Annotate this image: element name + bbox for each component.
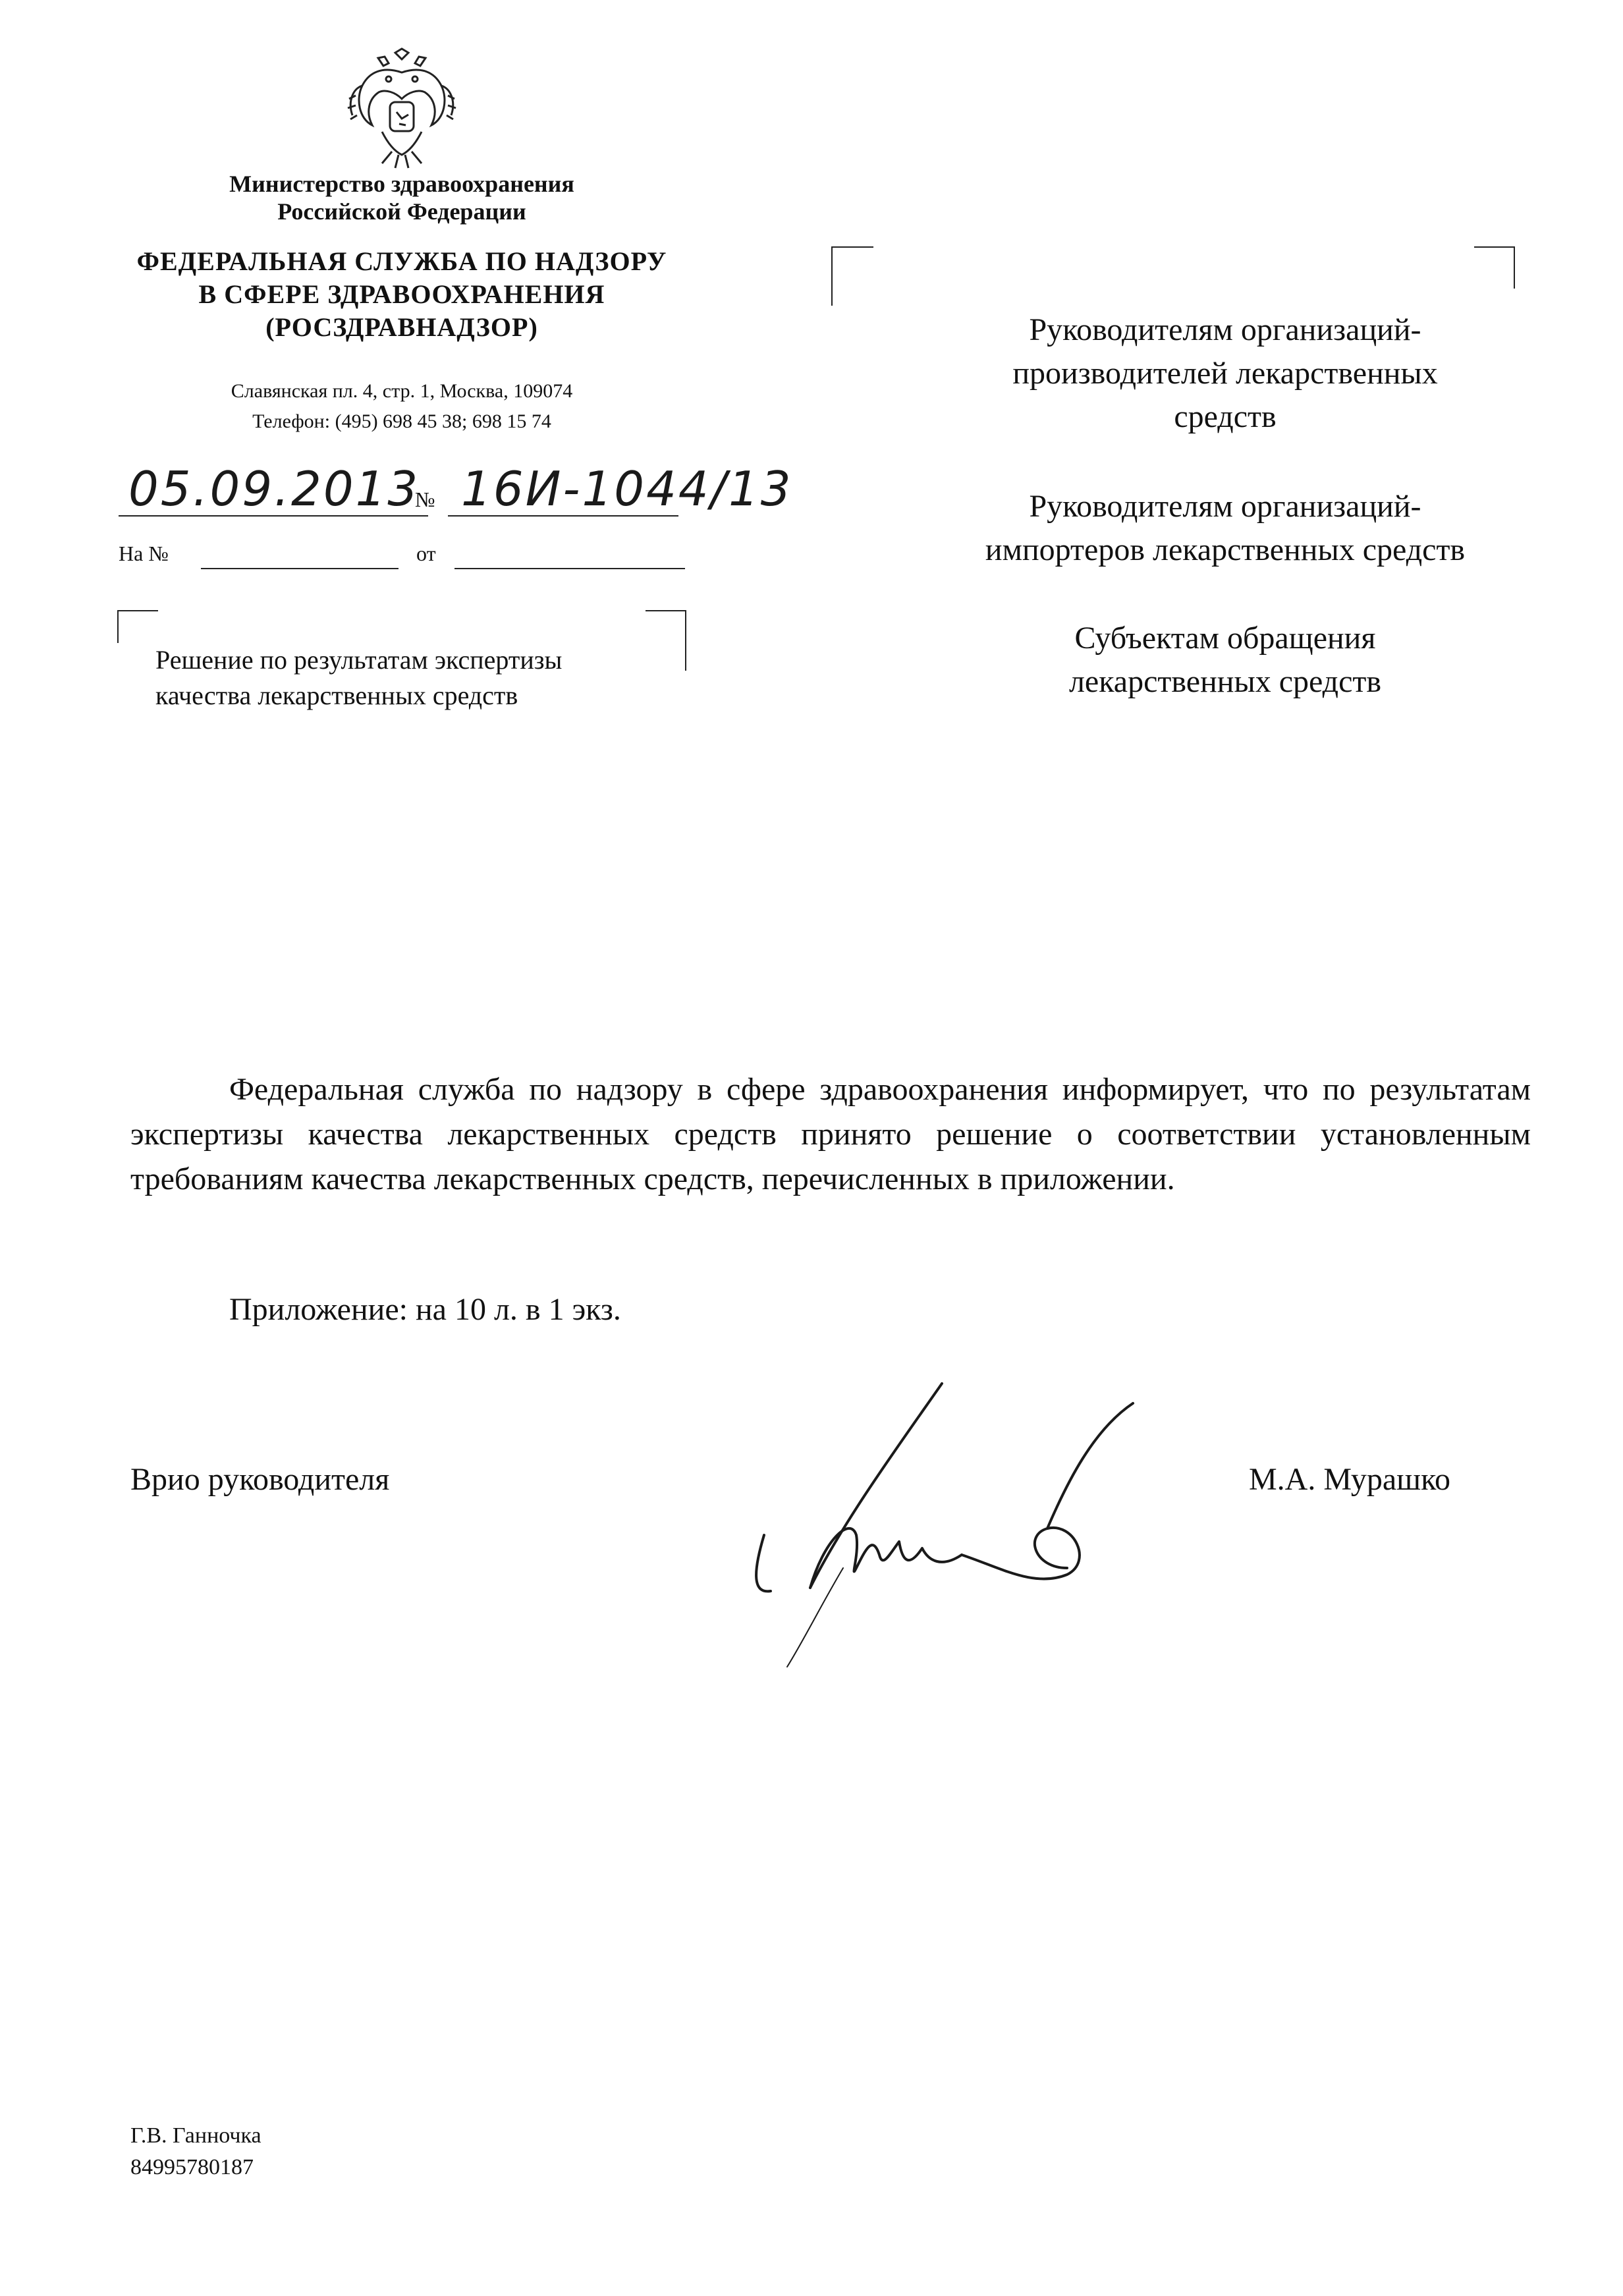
addressee-1-line3: средств bbox=[1174, 399, 1277, 434]
addressee-2-line2: импортеров лекарственных средств bbox=[985, 532, 1466, 567]
subject-corner-left bbox=[117, 610, 158, 643]
service-address: Славянская пл. 4, стр. 1, Москва, 109074 bbox=[231, 380, 573, 402]
executor-phone: 84995780187 bbox=[130, 2155, 254, 2179]
number-underline bbox=[448, 515, 678, 517]
addressee-1-line2: производителей лекарственных bbox=[1012, 356, 1438, 391]
reference-from-label: от bbox=[416, 542, 436, 565]
attachment-note: Приложение: на 10 л. в 1 экз. bbox=[229, 1292, 621, 1327]
signatory-position: Врио руководителя bbox=[130, 1462, 390, 1497]
addressee-corner-right bbox=[1474, 246, 1515, 289]
addressee-corner-left bbox=[831, 246, 873, 306]
registration-number: 16И-1044/13 bbox=[461, 461, 793, 517]
signatory-name: М.А. Мурашко bbox=[1249, 1462, 1450, 1497]
body-paragraph: Федеральная служба по надзору в сфере здравоохранения информирует, что по результатам экспертизы качества лекарственных средств принято решение о соответствии установленным требованиям качества лекарственных средств, перечисленных в приложении. bbox=[130, 1072, 1531, 1196]
addressee-3-line2: лекарственных средств bbox=[1068, 664, 1382, 699]
addressee-1-line1: Руководителям организаций- bbox=[1029, 312, 1421, 347]
subject-line2: качества лекарственных средств bbox=[155, 681, 518, 710]
service-name-line3: (РОСЗДРАВНАДЗОР) bbox=[265, 312, 538, 342]
addressee-2-line1: Руководителям организаций- bbox=[1029, 489, 1421, 524]
ministry-name-line2: Российской Федерации bbox=[277, 198, 526, 225]
executor-name: Г.В. Ганночка bbox=[130, 2123, 261, 2148]
registration-date: 05.09.2013 bbox=[128, 461, 420, 517]
service-phone: Телефон: (495) 698 45 38; 698 15 74 bbox=[252, 410, 551, 432]
reference-label: На № bbox=[119, 542, 169, 565]
ministry-name-line1: Министерство здравоохранения bbox=[229, 171, 574, 197]
russian-coat-of-arms-icon bbox=[343, 46, 461, 171]
service-name-line1: ФЕДЕРАЛЬНАЯ СЛУЖБА ПО НАДЗОРУ bbox=[136, 246, 667, 276]
addressee-3-line1: Субъектам обращения bbox=[1074, 621, 1376, 656]
number-sign: № bbox=[415, 488, 435, 511]
service-name-line2: В СФЕРЕ ЗДРАВООХРАНЕНИЯ bbox=[198, 279, 605, 309]
handwritten-signature-icon bbox=[725, 1370, 1186, 1680]
reference-date-blank bbox=[454, 568, 685, 569]
date-underline bbox=[119, 515, 428, 517]
reference-number-blank bbox=[201, 568, 399, 569]
subject-line1: Решение по результатам экспертизы bbox=[155, 645, 563, 675]
